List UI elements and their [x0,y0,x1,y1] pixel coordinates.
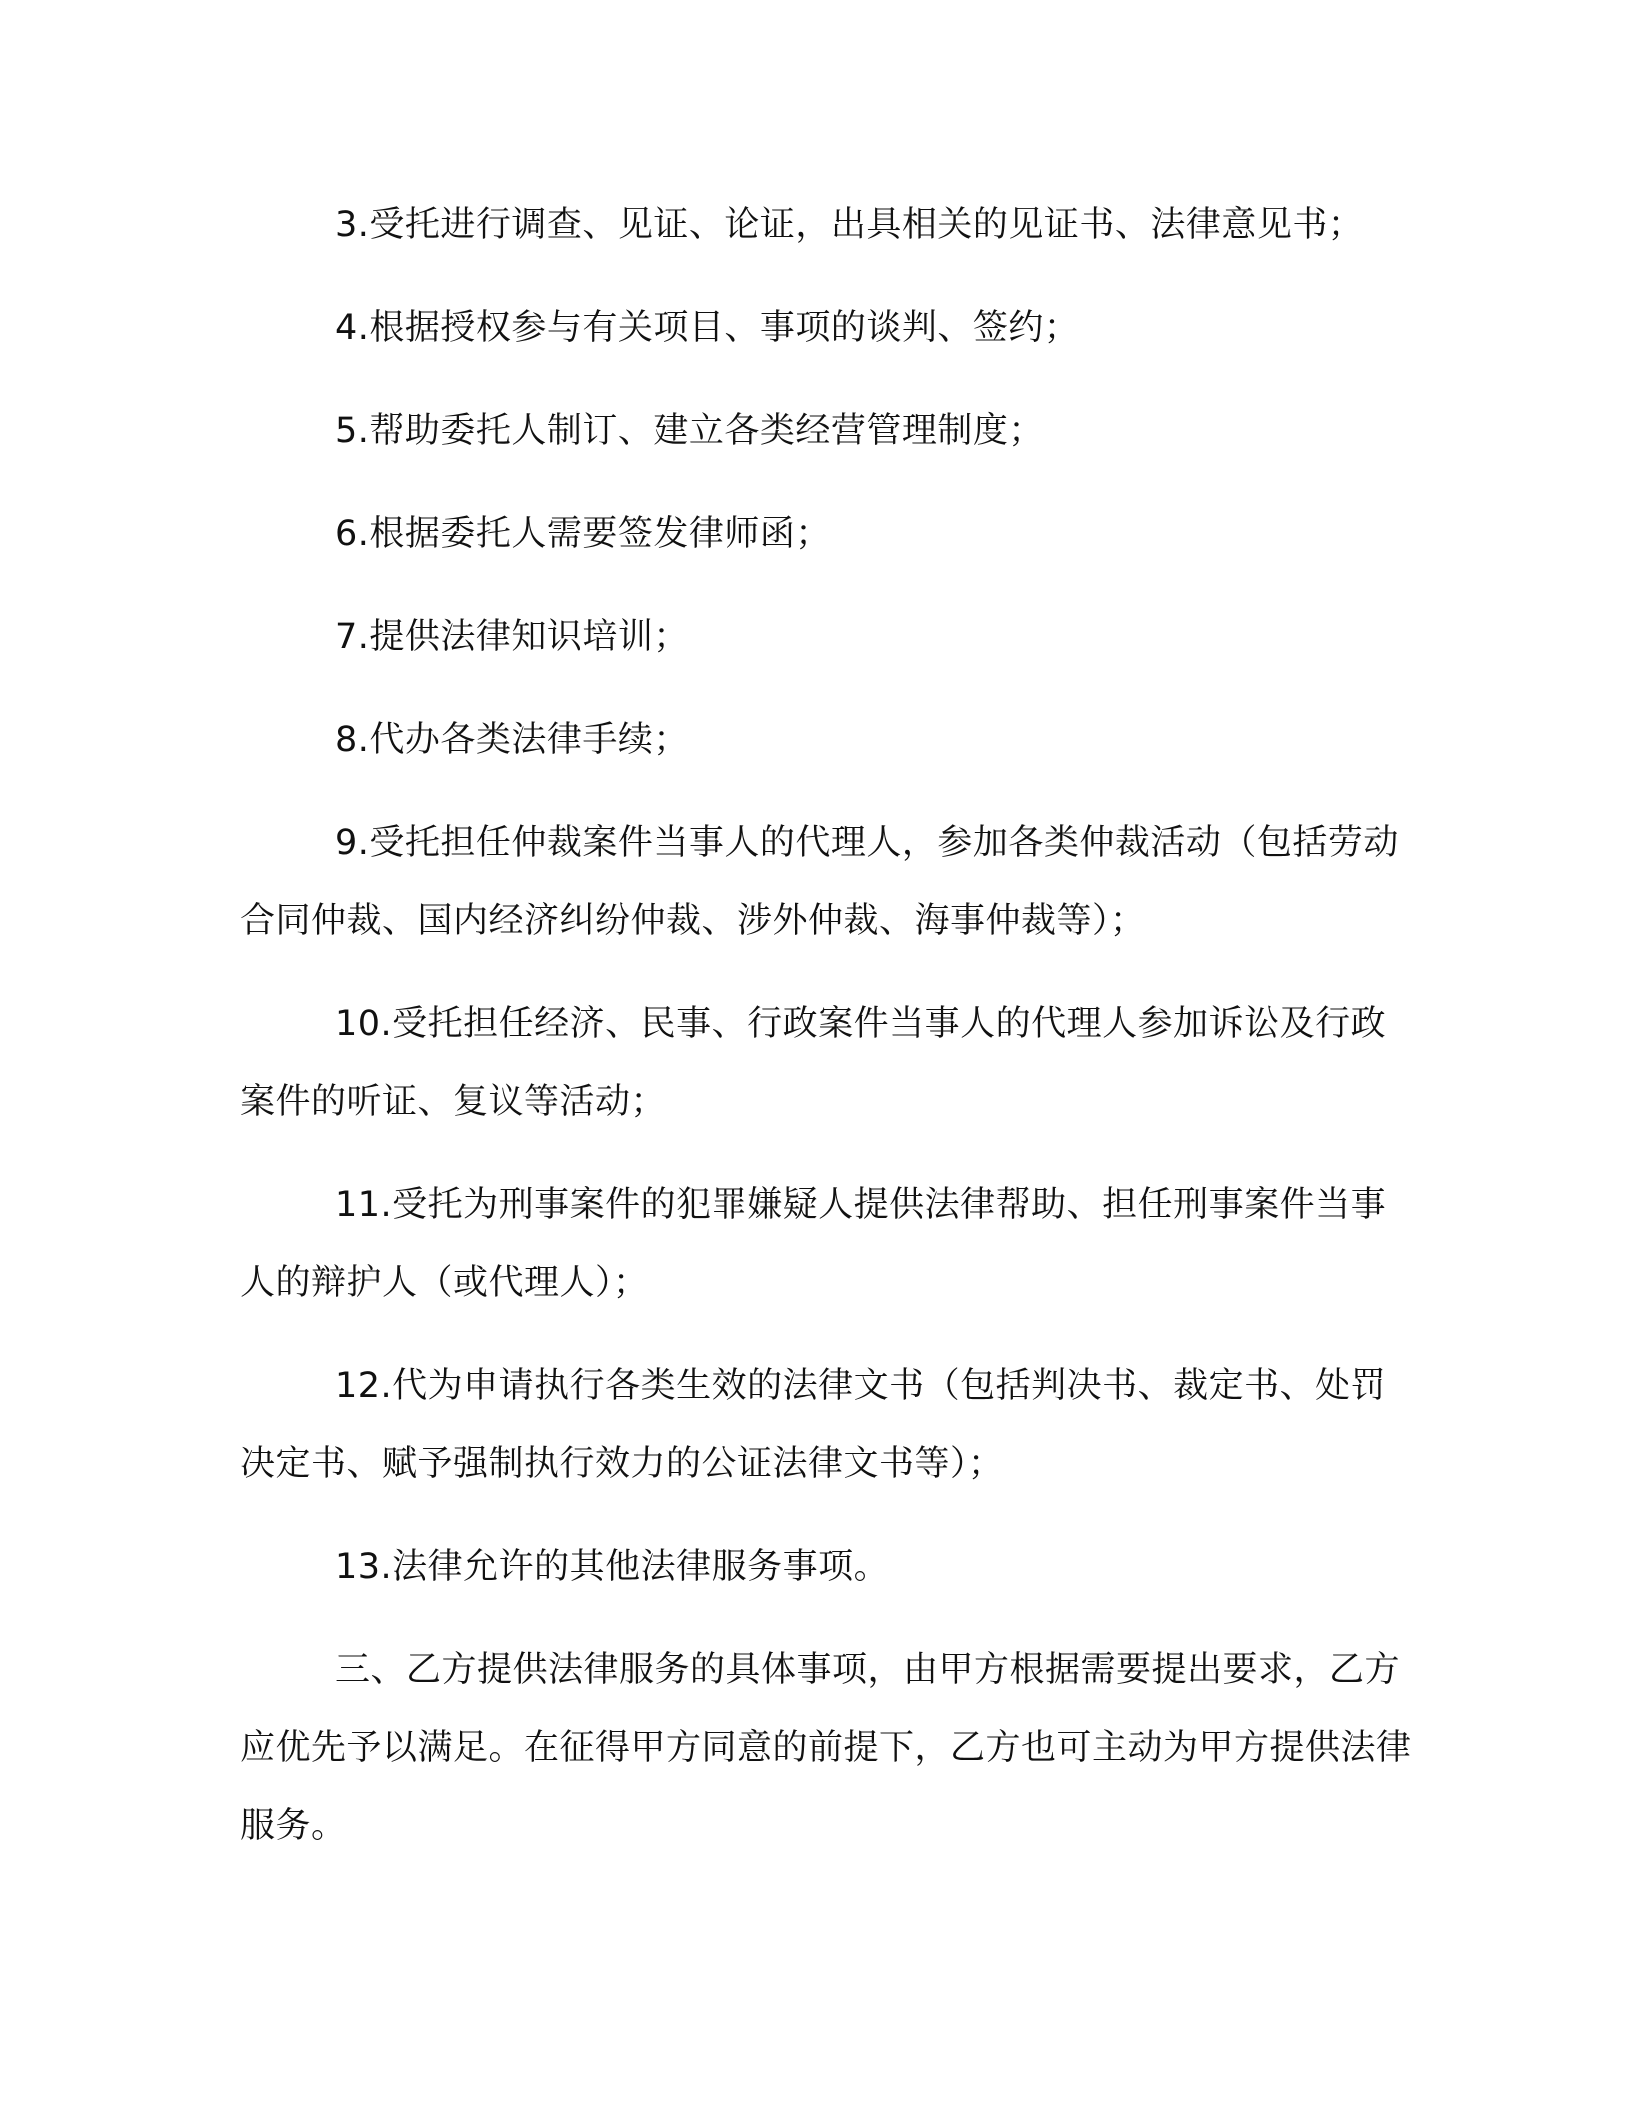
paragraph-item-7: 7.提供法律知识培训； [335,617,689,657]
document-body [240,186,1420,1890]
paragraph-item-3: 3.受托进行调查、见证、论证，出具相关的见证书、法律意见书； [335,205,1364,245]
paragraph-item-11: 11.受托为刑事案件的犯罪嫌疑人提供法律帮助、担任刑事案件当事人的辩护人（或代理人）； [240,1185,1387,1303]
paragraph-item-8: 8.代办各类法律手续； [335,720,689,760]
paragraph-item-12: 12.代为申请执行各类生效的法律文书（包括判决书、裁定书、处罚决定书、赋予强制执行效力的公证法律文书等）； [240,1366,1387,1484]
paragraph-item-13: 13.法律允许的其他法律服务事项。 [335,1547,890,1587]
paragraph-item-4: 4.根据授权参与有关项目、事项的谈判、签约； [335,308,1080,348]
paragraph-item-5: 5.帮助委托人制订、建立各类经营管理制度； [335,411,1044,451]
paragraph-section-3: 三、乙方提供法律服务的具体事项，由甲方根据需要提出要求，乙方应优先予以满足。在征得甲方同意的前提下，乙方也可主动为甲方提供法律服务。 [240,1650,1412,1846]
paragraph-item-6: 6.根据委托人需要签发律师函； [335,514,831,554]
paragraph-item-10: 10.受托担任经济、民事、行政案件当事人的代理人参加诉讼及行政案件的听证、复议等活动； [240,1004,1387,1122]
paragraph-item-9: 9.受托担任仲裁案件当事人的代理人，参加各类仲裁活动（包括劳动合同仲裁、国内经济纠纷仲裁、涉外仲裁、海事仲裁等）； [240,823,1399,941]
